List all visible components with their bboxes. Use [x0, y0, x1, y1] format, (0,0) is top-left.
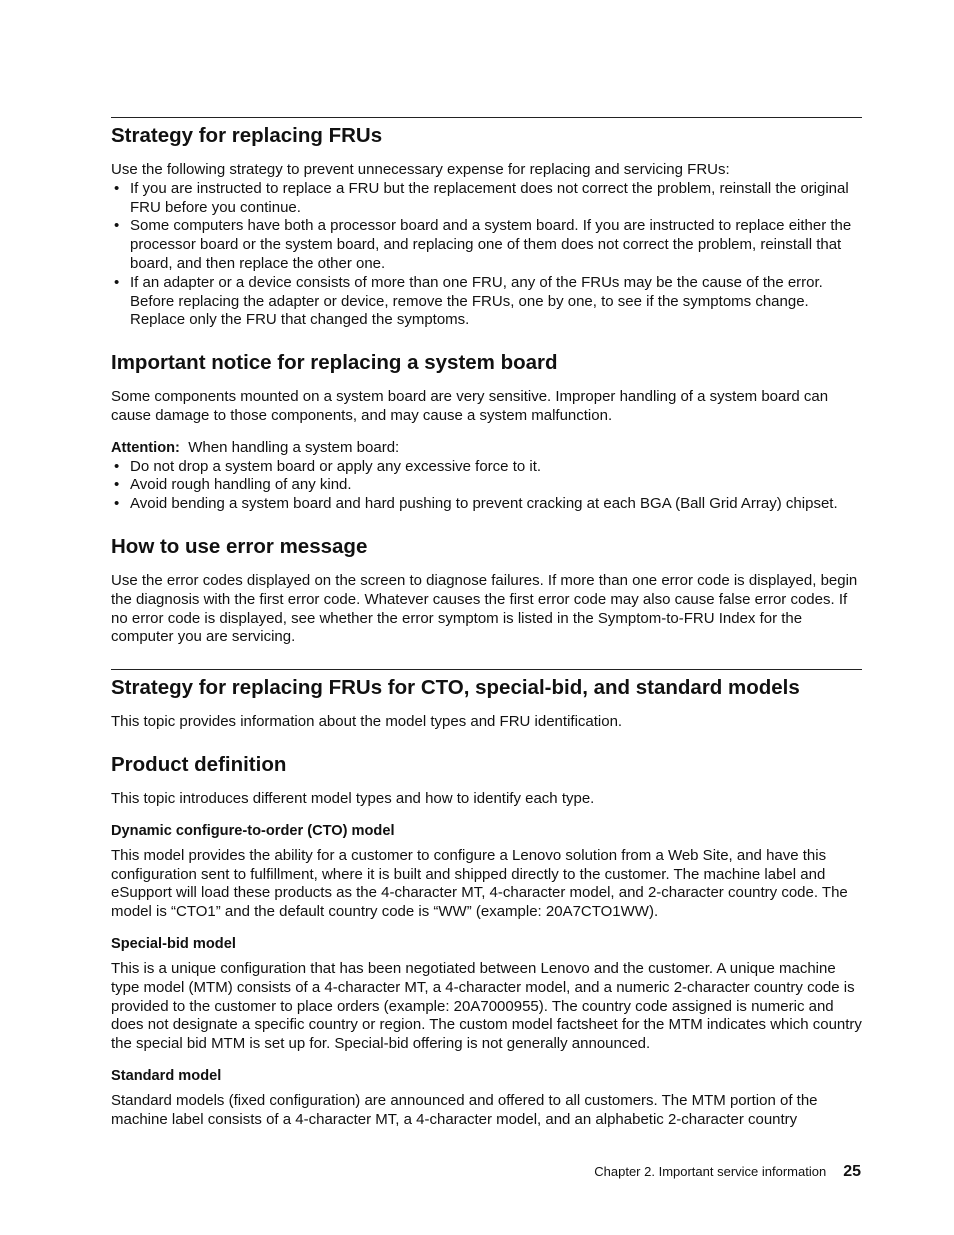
heading-special-bid-model: Special-bid model — [111, 935, 236, 952]
cto-topic-paragraph: This topic provides information about the model types and FRU identification. — [111, 713, 623, 731]
product-definition-paragraph: This topic introduces different model types and how to identify each type. — [111, 789, 595, 807]
heading-strategy-replacing-frus: Strategy for replacing FRUs — [111, 124, 383, 147]
page-footer — [594, 1163, 861, 1181]
special-bid-paragraph: This is a unique configuration that has been negotiated between Lenovo and the customer. A unique machine type model (MTM) consists of a 4-character MT, a 4-character model, and a numeric 2-character country code is provided to the customer to place orders (example: 20A7000955). The country code assigned is numeric and does not designate a specific country or region. The custom model factsheet for the MTM indicates which country the special bid MTM is set up for. Special-bid offering is not generally announced. — [111, 959, 862, 1053]
attention-line — [111, 439, 862, 458]
list-item: • Do not drop a system board or apply any excessive force to it. — [111, 458, 862, 477]
attention-text: When handling a system board: — [188, 438, 400, 456]
section-rule — [111, 117, 862, 118]
strategy-bullet-list — [111, 180, 862, 330]
attention-label: Attention: — [111, 439, 180, 456]
heading-strategy-cto: Strategy for replacing FRUs for CTO, special-bid, and standard models — [111, 676, 800, 700]
notice-paragraph: Some components mounted on a system board are very sensitive. Improper handling of a system board can cause damage to those components, and may cause a system malfunction. — [111, 388, 829, 424]
standard-model-paragraph: Standard models (fixed configuration) are announced and offered to all customers. The MTM portion of the machine label consists of a 4-character MT, a 4-character model, and an alphabetic 2-character country — [111, 1091, 818, 1128]
attention-bullet-list — [111, 458, 862, 514]
heading-standard-model: Standard model — [111, 1067, 222, 1084]
list-item: • If an adapter or a device consists of more than one FRU, any of the FRUs may be the cause of the error. Before replacing the adapter or device, remove the FRUs, one by one, to see if the symptoms change. Replace only the FRU that changed the symptoms. — [111, 274, 862, 330]
page-number: 25 — [843, 1163, 861, 1180]
footer-chapter: Chapter 2. Important service information — [594, 1164, 827, 1179]
cto-model-paragraph: This model provides the ability for a customer to configure a Lenovo solution from a Web Site, and have this configuration sent to fulfillment, where it is built and shipped directly to the customer. The machine label and eSupport will load these products as the 4-character MT, 4-character model, and 2-character country code. The model is “CTO1” and the default country code is “WW” (example: 20A7CTO1WW). — [111, 846, 848, 921]
error-message-paragraph: Use the error codes displayed on the screen to diagnose failures. If more than one error code is displayed, begin the diagnosis with the first error code. Whatever causes the first error code may also cause false error codes. If no error code is displayed, see whether the error symptom is listed in the Symptom-to-FRU Index for the computer you are servicing. — [111, 571, 858, 646]
list-item: • Some computers have both a processor board and a system board. If you are instructed to replace either the processor board or the system board, and replacing one of them does not correct the problem, reinstall that board, and then replace the other one. — [111, 217, 862, 273]
heading-product-definition: Product definition — [111, 752, 287, 776]
heading-important-notice: Important notice for replacing a system board — [111, 351, 558, 375]
heading-error-message: How to use error message — [111, 534, 368, 558]
list-item: • If you are instructed to replace a FRU but the replacement does not correct the problem, reinstall the original FRU before you continue. — [111, 180, 862, 218]
page-content — [111, 117, 862, 1130]
heading-cto-model: Dynamic configure-to-order (CTO) model — [111, 822, 395, 839]
strategy-intro: Use the following strategy to prevent unnecessary expense for replacing and servicing FRUs: — [111, 161, 730, 178]
section-rule — [111, 669, 862, 670]
list-item: • Avoid rough handling of any kind. — [111, 476, 862, 495]
list-item: • Avoid bending a system board and hard pushing to prevent cracking at each BGA (Ball Grid Array) chipset. — [111, 495, 862, 514]
